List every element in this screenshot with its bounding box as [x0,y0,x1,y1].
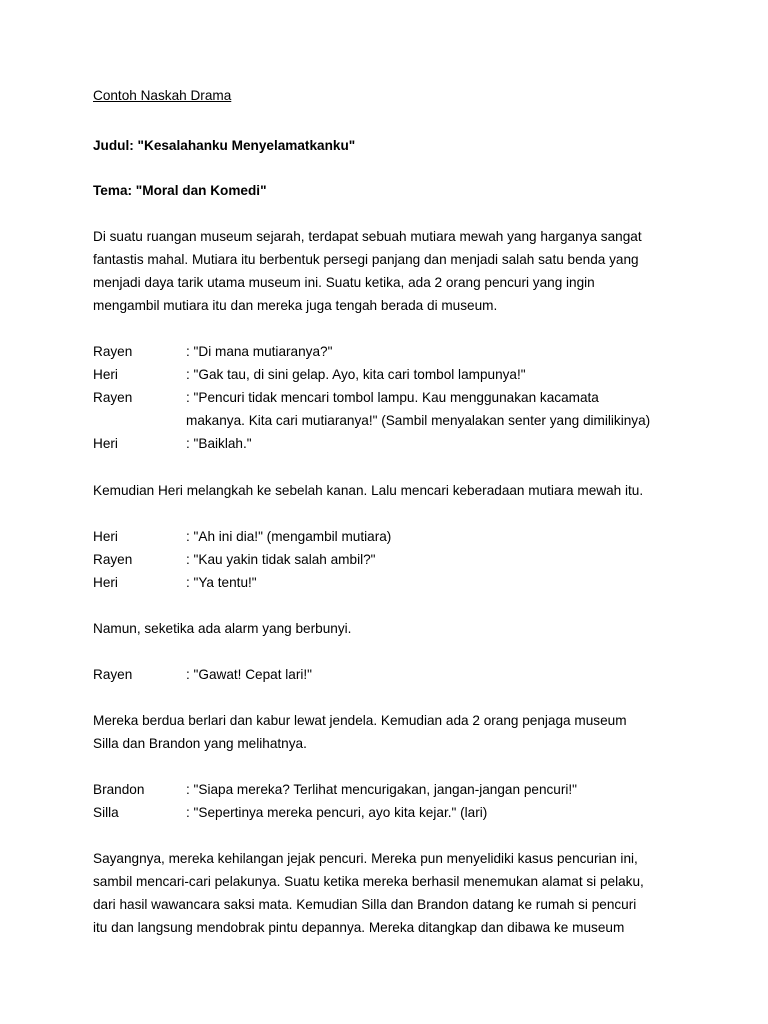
paragraph-line: dari hasil wawancara saksi mata. Kemudian Silla dan Brandon datang ke rumah si pencuri [93,897,637,912]
dialog-line: : "Ya tentu!" [186,575,257,590]
dialog-line: makanya. Kita cari mutiaranya!" (Sambil menyalakan senter yang dimilikinya) [186,413,651,428]
dialog-line: : "Ah ini dia!" (mengambil mutiara) [186,529,392,544]
dialog-line: : "Sepertinya mereka pencuri, ayo kita kejar." (lari) [186,805,488,820]
paragraph-line: sambil mencari-cari pelakunya. Suatu ketika mereka berhasil menemukan alamat si pelaku, [93,874,644,889]
dialog-speaker: Heri [93,529,118,544]
dialog-speaker: Rayen [93,667,133,682]
paragraph-line: itu dan langsung mendobrak pintu depannya. Mereka ditangkap dan dibawa ke museum [93,920,625,935]
dialog-speaker: Brandon [93,782,145,797]
dialog-line: : "Baiklah." [186,436,252,451]
dialog-speaker: Rayen [93,552,133,567]
dialog-line: : "Gak tau, di sini gelap. Ayo, kita cari tombol lampunya!" [186,367,526,382]
dialog-speaker: Silla [93,805,119,820]
dialog-line: : "Siapa mereka? Terlihat mencurigakan, jangan-jangan pencuri!" [186,782,578,797]
paragraph-line: Namun, seketika ada alarm yang berbunyi. [93,621,352,636]
dialog-line: : "Pencuri tidak mencari tombol lampu. Kau menggunakan kacamata [186,390,599,405]
paragraph-line: Kemudian Heri melangkah ke sebelah kanan. Lalu mencari keberadaan mutiara mewah itu. [93,483,644,498]
paragraph-line: Di suatu ruangan museum sejarah, terdapat sebuah mutiara mewah yang harganya sangat [93,229,642,244]
doc-heading: Contoh Naskah Drama [93,88,232,103]
paragraph-line: Mereka berdua berlari dan kabur lewat jendela. Kemudian ada 2 orang penjaga museum [93,713,627,728]
dialog-speaker: Rayen [93,390,133,405]
dialog-line: : "Kau yakin tidak salah ambil?" [186,552,376,567]
paragraph-line: menjadi daya tarik utama museum ini. Suatu ketika, ada 2 orang pencuri yang ingin [93,275,595,290]
dialog-speaker: Heri [93,575,118,590]
dialog-line: : "Di mana mutiaranya?" [186,344,333,359]
dialog-speaker: Rayen [93,344,133,359]
dialog-speaker: Heri [93,367,118,382]
paragraph-line: fantastis mahal. Mutiara itu berbentuk persegi panjang dan menjadi salah satu benda yang [93,252,639,267]
paragraph-line: Silla dan Brandon yang melihatnya. [93,736,307,751]
paragraph-line: Sayangnya, mereka kehilangan jejak pencuri. Mereka pun menyelidiki kasus pencurian ini, [93,851,638,866]
dialog-speaker: Heri [93,436,118,451]
doc-theme: Tema: "Moral dan Komedi" [93,183,267,198]
paragraph-line: mengambil mutiara itu dan mereka juga tengah berada di museum. [93,298,498,313]
dialog-line: : "Gawat! Cepat lari!" [186,667,313,682]
doc-title: Judul: "Kesalahanku Menyelamatkanku" [93,138,356,153]
